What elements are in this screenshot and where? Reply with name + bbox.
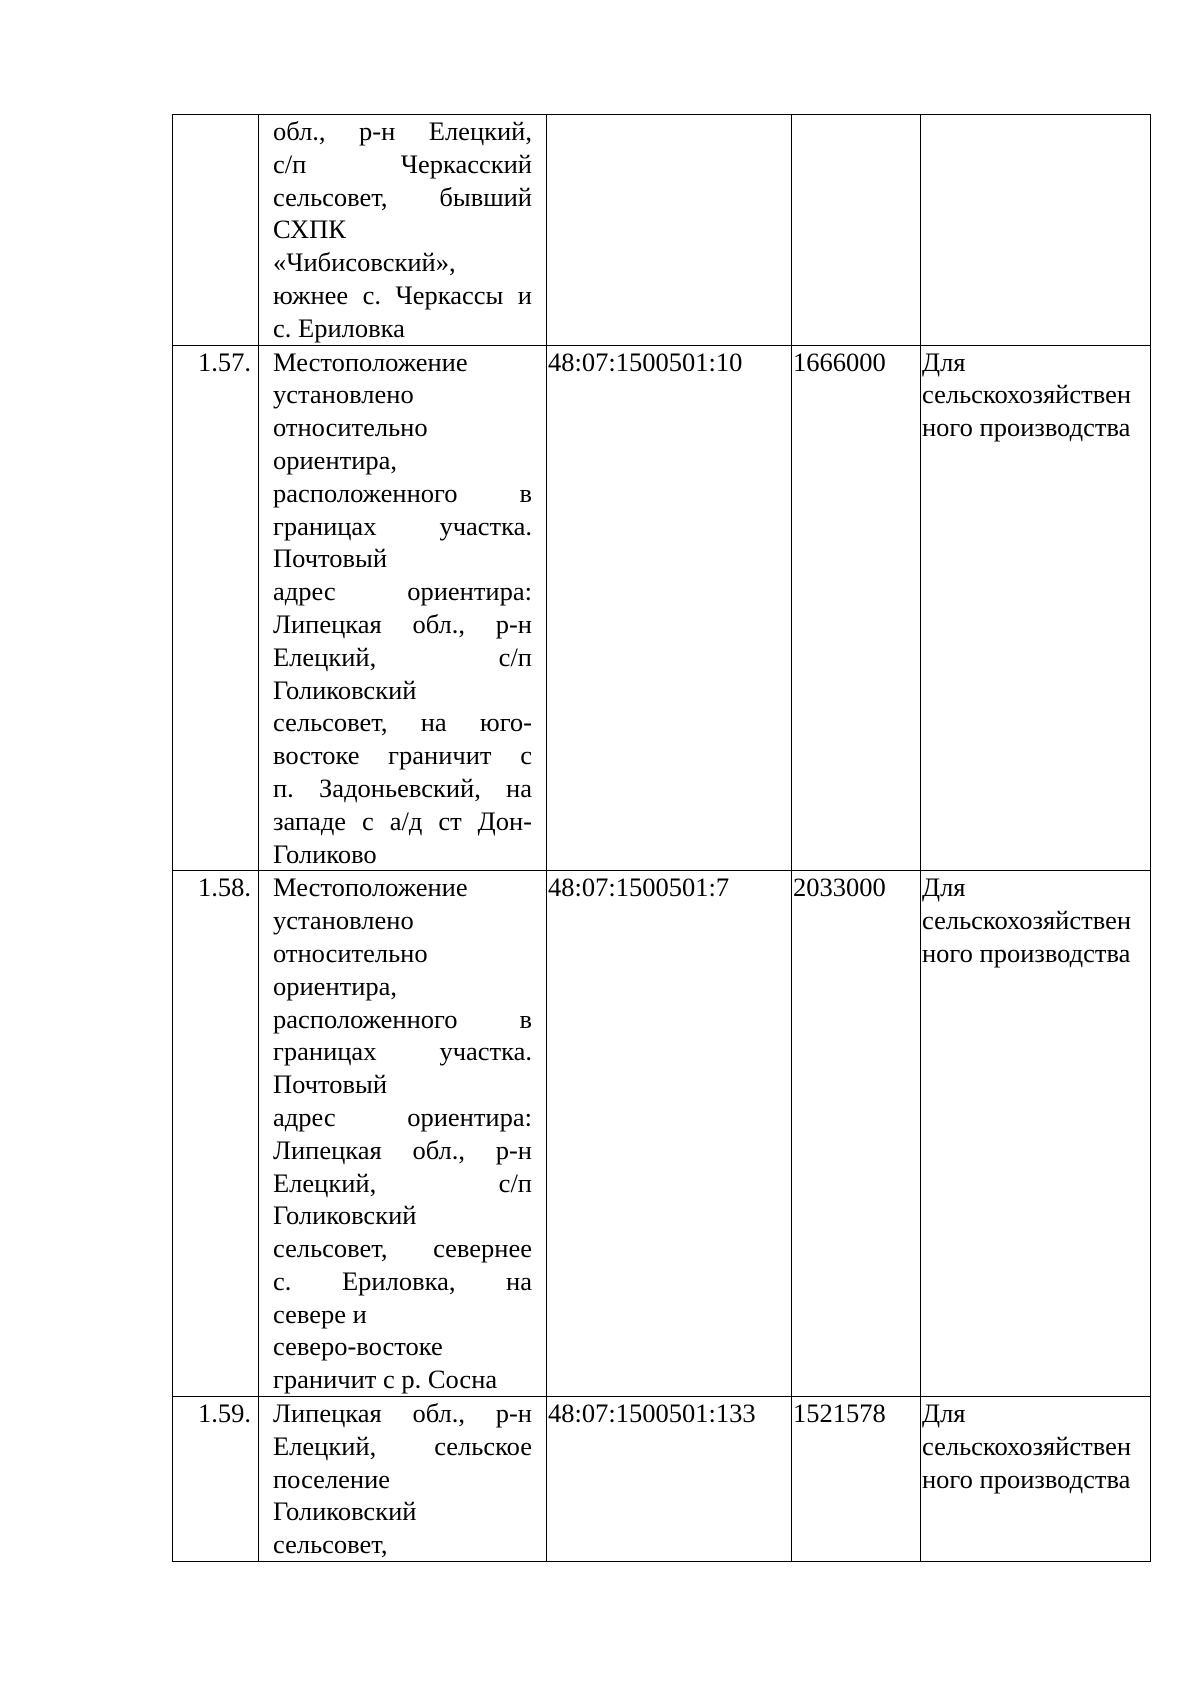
location-text-line: расположенного в — [273, 477, 532, 508]
area-cell: 1666000 — [792, 345, 921, 871]
land-use-text-line: сельскохозяйствен — [922, 1430, 1132, 1461]
land-use-text-line: Для — [922, 872, 966, 903]
area-cell: 1521578 — [792, 1397, 921, 1562]
row-number-cell: 1.59. — [173, 1397, 259, 1562]
location-text-line: «Чибисовский», — [273, 247, 456, 278]
location-text-line: относительно — [273, 937, 428, 968]
location-text-line: п. Задоньевский, на — [273, 772, 532, 803]
location-text-line: южнее с. Черкассы и — [273, 279, 532, 310]
land-use-text-line: ного производства — [922, 1463, 1131, 1494]
location-text-line: сельсовет, севернее — [273, 1233, 532, 1264]
location-text-line: установлено — [273, 905, 414, 936]
land-use-cell — [921, 871, 1151, 1397]
land-use-text-line: Для — [922, 1398, 966, 1429]
location-text-line: Местоположение — [273, 346, 468, 377]
location-text-line: границах участка. — [273, 1036, 532, 1067]
location-text-line: Голиковский — [273, 1496, 417, 1527]
area-cell — [792, 115, 921, 346]
location-cell — [259, 115, 547, 346]
location-text-line: Голиково — [273, 838, 377, 869]
land-use-cell — [921, 115, 1151, 346]
location-text-line: границах участка. — [273, 510, 532, 541]
location-text-line: Голиковский — [273, 1200, 417, 1231]
location-text-line: Елецкий, с/п — [273, 641, 532, 672]
land-use-text-line: ного производства — [922, 937, 1131, 968]
land-use-cell — [921, 1397, 1151, 1562]
location-text-line: СХПК — [273, 214, 346, 245]
location-text-line: западе с а/д ст Дон- — [273, 805, 532, 836]
location-text-line: обл., р-н Елецкий, — [273, 116, 532, 146]
cadastral-number-cell: 48:07:1500501:10 — [547, 345, 792, 871]
location-text-line: сельсовет, бывший — [273, 181, 532, 212]
location-text-line: с. Ериловка, на — [273, 1265, 532, 1296]
table-row — [173, 345, 1151, 871]
location-text-line: установлено — [273, 379, 414, 410]
location-text-line: адрес ориентира: — [273, 576, 532, 607]
location-text-line: с. Ериловка — [273, 312, 405, 343]
location-text-line: граничит с р. Сосна — [273, 1364, 498, 1395]
table-row — [173, 115, 1151, 346]
location-text-line: Липецкая обл., р-н — [273, 1134, 532, 1165]
row-number-cell: 1.58. — [173, 871, 259, 1397]
location-text-line: востоке граничит с — [273, 740, 532, 771]
location-text-line: Липецкая обл., р-н — [273, 1398, 532, 1429]
location-cell — [259, 871, 547, 1397]
table-row — [173, 871, 1151, 1397]
cadastral-number-cell — [547, 115, 792, 346]
location-text-line: поселение — [273, 1463, 391, 1494]
location-text-line: Липецкая обл., р-н — [273, 608, 532, 639]
location-text-line: северо-востоке — [273, 1331, 443, 1362]
location-text-line: сельсовет, на юго- — [273, 707, 532, 738]
row-number-cell — [173, 115, 259, 346]
location-text-line: Почтовый — [273, 543, 388, 574]
row-number-cell: 1.57. — [173, 345, 259, 871]
land-use-text-line: сельскохозяйствен — [922, 379, 1132, 410]
cadastral-number-cell: 48:07:1500501:7 — [547, 871, 792, 1397]
location-cell — [259, 345, 547, 871]
location-text-line: адрес ориентира: — [273, 1101, 532, 1132]
location-text-line: Местоположение — [273, 872, 468, 903]
location-cell — [259, 1397, 547, 1562]
table-body — [173, 115, 1151, 1562]
location-text-line: ориентира, — [273, 970, 398, 1001]
location-text-line: севере и — [273, 1298, 367, 1329]
location-text-line: Елецкий, сельское — [273, 1430, 532, 1461]
land-use-text-line: Для — [922, 346, 966, 377]
location-text-line: с/п Черкасский — [273, 148, 532, 179]
location-text-line: Почтовый — [273, 1069, 388, 1100]
cadastral-number-cell: 48:07:1500501:133 — [547, 1397, 792, 1562]
location-text-line: Елецкий, с/п — [273, 1167, 532, 1198]
land-use-text-line: ного производства — [922, 412, 1131, 443]
location-text-line: Голиковский — [273, 674, 417, 705]
location-text-line: расположенного в — [273, 1003, 532, 1034]
land-use-cell — [921, 345, 1151, 871]
land-use-text-line: сельскохозяйствен — [922, 905, 1132, 936]
area-cell: 2033000 — [792, 871, 921, 1397]
location-text-line: ориентира, — [273, 444, 398, 475]
location-text-line: относительно — [273, 412, 428, 443]
land-plots-table — [172, 114, 1151, 1562]
table-row — [173, 1397, 1151, 1562]
location-text-line: сельсовет, — [273, 1529, 388, 1560]
